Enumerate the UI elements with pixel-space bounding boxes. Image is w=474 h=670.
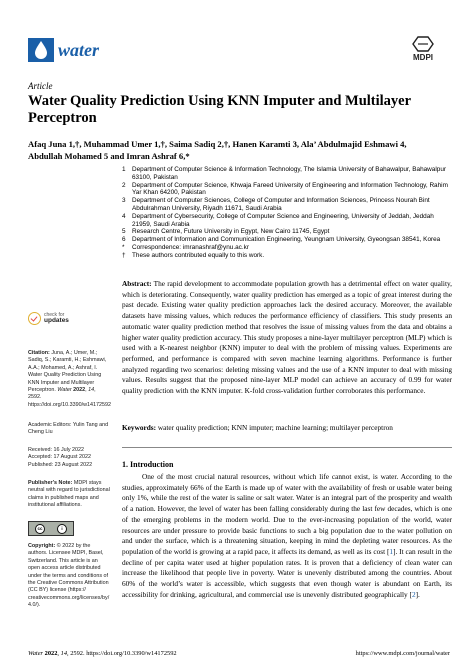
- dates-block: [28, 447, 110, 469]
- keywords-text: water quality prediction; KNN imputer; machine learning; multilayer perceptron: [157, 423, 393, 432]
- received-date: Received: 16 July 2022: [28, 447, 85, 453]
- copyright-block: Copyright: © 2022 by the authors. Licensee MDPI, Basel, Switzerland. This article is an open access article distributed under the terms and conditions of the Creative Commons Attribution (CC BY) license (https:// creativecommons.org/licenses/by/ 4.0/).: [28, 543, 110, 609]
- section-divider: [122, 447, 452, 448]
- affiliation-item: 5 Research Centre, Future University in Egypt, New Cairo 11745, Egypt: [122, 228, 330, 236]
- attribution-icon: i: [57, 524, 67, 534]
- affiliations: [122, 166, 452, 260]
- paper-title: Water Quality Prediction Using KNN Imputer and Multilayer Perceptron: [28, 93, 411, 126]
- check-updates-icon: [28, 312, 41, 325]
- mdpi-hexagon-icon: [412, 36, 434, 52]
- affiliation-item: 4 Department of Cybersecurity, College of Computer Science and Engineering, University of Jeddah, Jeddah 21959, Saudi Arabia: [122, 212, 434, 228]
- affiliation-item: 6 Department of Information and Communication Engineering, Yeungnam University, Gyeongsan 38541, Korea: [122, 236, 441, 244]
- citation-link-1[interactable]: 1: [389, 546, 394, 556]
- citation-doi[interactable]: , 2592. https://doi.org/10.3390/w14172592: [28, 387, 112, 408]
- affiliation-item: † These authors contributed equally to this work.: [122, 251, 265, 259]
- keywords-label: Keywords:: [122, 423, 157, 432]
- journal-name: water: [58, 39, 100, 60]
- affiliation-item: 1 Department of Computer Science & Information Technology, The Islamia University of Bahawalpur, Bahawalpur 63100, Pakistan: [122, 166, 447, 181]
- publisher-name: MDPI: [413, 53, 433, 62]
- cc-by-license-badge[interactable]: [28, 521, 74, 536]
- author-line-1: Afaq Juna 1,†, Muhammad Umer 1,†, Saima Sadiq 2,†, Hanen Karamti 3, Ala’ Abdulmajid Eshmawi 4,: [28, 139, 407, 149]
- abstract-label: Abstract:: [122, 279, 152, 288]
- water-drop-icon: [28, 38, 54, 62]
- abstract-text: The rapid development to accommodate population growth has a detrimental effect on water quality, which is deteriorating. Consequently, water quality prediction has emerged as a topic of great interest during the past decade. Existing water quality prediction approaches lack the desired accuracy. Moreover, the available datasets have missing values, which reduces the performance efficiency of classifiers. This study presents an automatic water quality prediction method that resolves the issue of missing values from the data and obtains a higher water quality prediction accuracy. This study proposes a nine-layer multilayer perceptron (MLP) which is used with a K-nearest neighbor (KNN) imputer to deal with the problem of missing values. Experiments are performed, and performance is compared with seven machine learning algorithms. Performance is further analyzed regarding two scenarios: deleting missing values and the use of a KNN imputer to deal with missing values. Results suggest that the proposed nine-layer MLP model can achieve an accuracy of 0.99 for water quality prediction with the KNN imputer. K-fold cross-validation further corroborates this performance.: [122, 279, 452, 396]
- section-title: 1. Introduction: [122, 460, 174, 469]
- journal-logo: [28, 38, 99, 62]
- accepted-date: Accepted: 17 August 2022: [28, 454, 91, 461]
- footer-citation: Water 2022, 14, 2592. https://doi.org/10.3390/w14172592: [28, 650, 177, 657]
- article-type: Article: [28, 81, 53, 91]
- citation-label: Citation:: [28, 350, 50, 356]
- footer-journal-url[interactable]: https://www.mdpi.com/journal/water: [355, 650, 450, 657]
- mdpi-logo: [412, 36, 434, 62]
- affiliation-item: 2 Department of Computer Science, Khwaja Fareed University of Engineering and Information Technology, Rahim Yar Khan 64200, Pakistan: [122, 181, 448, 197]
- footer-doi-link[interactable]: , 2592. https://doi.org/10.3390/w14172592: [67, 650, 177, 657]
- keywords: [122, 423, 452, 433]
- author-list: [28, 138, 458, 162]
- citation-link-2[interactable]: 2: [411, 589, 416, 599]
- citation-block: Citation: Juna, A.; Umer, M.; Sadiq, S.; Karamti, H.; Eshmawi, A.A.; Mohamed, A.; Ashraf, I. Water Quality Prediction Using KNN Imputer and Multilayer Perceptron. Water 2022, 14, 2592. https://doi.org/10.3390/w14172592: [28, 350, 112, 408]
- check-for-updates-button[interactable]: [28, 312, 69, 325]
- abstract: [122, 279, 452, 397]
- introduction-paragraph: One of the most crucial natural resources, without which life cannot exist, is water. According to the studies, approximately 66% of the Earth is made up of water with the availability of fresh or usable water being only 1%, while the rest of the water is saline or salt water. Water is an integral part of the prosperity and wealth of a nation. However, the level of water has been falling considerably during the last few decades, which is one of the emerging problems in the modern world. Due to the ever-increasing population of the world, water resources are under pressure to provide basic functions to such a big population due to the water pollution on and under the surface, which is a threatening situation, keeping in mind the depleting water resources. As the population of the world is growing at a rapid pace, it affects its demand, as well as its cost [1]. It can result in the decline of per capita water used at higher population rates. It is proven that a deficiency of clean water can increase the likelihood that people live in poverty. Water is unevenly distributed among the countries. About 60% of the world’s water is accessible, which suggests that even though water is abundant on Earth, its accessibility for drinking, agricultural, and commercial use is unevenly distributed geographically [2].: [122, 472, 452, 599]
- check-updates-label: check for updates: [44, 311, 69, 324]
- affiliation-item: 3 Department of Computer Sciences, College of Computer and Information Sciences, Princess Nourah Bint Abdulrahman University, Riyadh 11671, Saudi Arabia: [122, 197, 430, 212]
- published-date: Published: 23 August 2022: [28, 461, 93, 468]
- publisher-note: Publisher’s Note: MDPI stays neutral with regard to jurisdictional claims in published maps and institutional affiliations.: [28, 480, 110, 509]
- cc-icon: cc: [35, 524, 45, 534]
- author-line-2: Abdullah Mohamed 5 and Imran Ashraf 6,*: [28, 151, 190, 161]
- academic-editors: Academic Editors: Yulin Tang and Cheng Liu: [28, 422, 109, 436]
- affiliation-item: * Correspondence: imranashraf@ynu.ac.kr: [122, 243, 249, 251]
